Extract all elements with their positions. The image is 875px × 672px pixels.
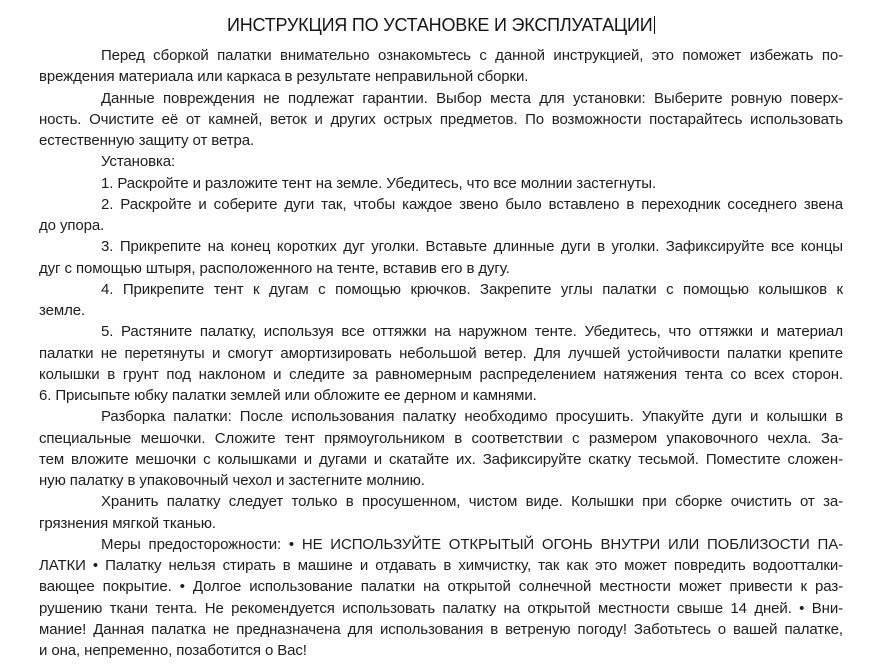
paragraph	[39, 406, 843, 491]
text-line: палатки не перетянуты и смогут амортизировать небольшой ветер. Для лучшей устойчивости палатки крепите	[39, 344, 843, 362]
text-line: вающее покрытие. • Долгое использование палатки на открытой солнечной местности может привести к раз-	[39, 578, 843, 596]
document-title-text: ИНСТРУКЦИЯ ПО УСТАНОВКЕ И ЭКСПЛУАТАЦИИ	[226, 15, 653, 35]
text-line: 1. Раскройте и разложите тент на земле. Убедитесь, что все молнии застегнуты.	[101, 174, 657, 192]
text-cursor	[654, 16, 656, 34]
paragraph	[39, 491, 843, 534]
paragraph	[39, 534, 843, 662]
text-line: Меры предосторожности: • НЕ ИСПОЛЬЗУЙТЕ ОТКРЫТЫЙ ОГОНЬ ВНУТРИ ИЛИ ПОБЛИЗОСТИ ПА-	[101, 535, 843, 553]
paragraph	[39, 88, 843, 152]
text-line: 5. Растяните палатку, используя все оттяжки на наружном тенте. Убедитесь, что оттяжки и материал	[101, 323, 843, 341]
text-line: до упора.	[39, 217, 105, 234]
document-title	[39, 12, 843, 38]
text-line: Установка:	[101, 153, 176, 171]
text-line: рушению ткани тента. Не рекомендуется использовать палатку на открытой местности свыше 14 дней. • Вни-	[39, 599, 843, 617]
paragraph	[39, 194, 843, 237]
text-line: грязнения мягкой тканью.	[39, 514, 216, 532]
text-line: вреждения материала или каркаса в результате неправильной сборки.	[39, 68, 529, 86]
text-line: ЛАТКИ • Палатку нельзя стирать в машине и отдавать в химчистку, так как это может повредить водоотталки-	[39, 557, 843, 574]
text-line: ность. Очистите её от камней, веток и других острых предметов. По возможности постарайтесь использовать	[39, 110, 843, 128]
text-line: специальные мешочки. Сложите тент прямоугольником в соответствии с размером упаковочного чехла. За-	[39, 429, 843, 447]
text-line: ную палатку в упаковочный чехол и застегните молнию.	[39, 472, 425, 489]
text-line: Данные повреждения не подлежат гарантии. Выбор места для установки: Выберите ровную поверх-	[101, 89, 843, 107]
text-line: естественную защиту от ветра.	[39, 132, 255, 149]
text-line: Хранить палатку следует только в просушенном, чистом виде. Колышки при сборке очистить от за-	[101, 493, 843, 511]
text-line: 3. Прикрепите на конец коротких дуг уголки. Вставьте длинные дуги в уголки. Зафиксируйте все концы	[101, 238, 843, 256]
text-line: тем вложите мешочки с колышками и дугами и скатайте их. Зафиксируйте скатку тесьмой. Поместите сложен-	[39, 450, 843, 468]
text-line: колышки в грунт под наклоном и следите за равномерным распределением натяжения тента со всех сторон.	[39, 365, 843, 383]
text-line: Перед сборкой палатки внимательно ознакомьтесь с данной инструкцией, это поможет избежать по-	[101, 47, 843, 64]
text-line: 2. Раскройте и соберите дуги так, чтобы каждое звено было вставлено в переходник соседнего звена	[101, 195, 843, 213]
text-line: земле.	[39, 302, 86, 319]
paragraph	[39, 279, 843, 322]
paragraph	[39, 151, 843, 172]
paragraph	[39, 45, 843, 88]
paragraph	[39, 173, 843, 194]
paragraph	[39, 236, 843, 279]
text-line: 6. Присыпьте юбку палатки землей или обложите ее дерном и камнями.	[39, 387, 537, 404]
document-body	[39, 45, 843, 661]
text-line: Разборка палатки: После использования палатку необходимо просушить. Упакуйте дуги и колышки в	[101, 408, 843, 426]
paragraph	[39, 321, 843, 406]
text-line: мание! Данная палатка не предназначена для использования в ветреную погоду! Заботьтесь о вашей палатке,	[39, 620, 843, 638]
text-line: дуг с помощью штыря, расположенного на тенте, вставив его в дугу.	[39, 259, 510, 277]
text-line: 4. Прикрепите тент к дугам с помощью крючков. Закрепите углы палатки с помощью колышков к	[101, 280, 843, 298]
text-line: и она, непременно, позаботится о Вас!	[39, 642, 307, 659]
